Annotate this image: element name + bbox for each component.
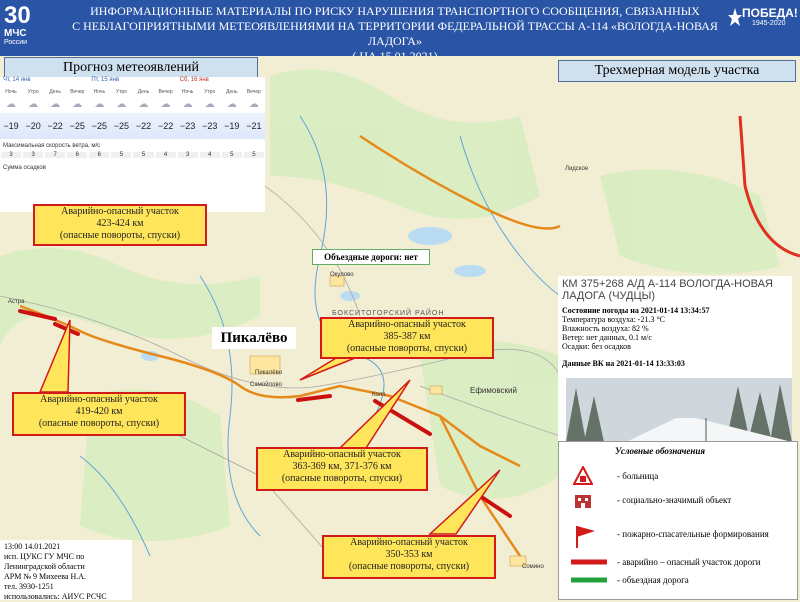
footer-line: Ленинградской области [4,562,85,571]
map-label-samoylovo: Самойлово [250,382,282,388]
callout-km: 363-369 км, 371-376 км [292,461,392,472]
victory-years: 1945-2020 [752,20,786,27]
footer-line: использовались: АИУС РСЧС [4,592,107,601]
logo-russia-text: России [4,39,28,46]
temp-value: −25 [69,121,85,131]
footer-line: исп. ЦУКС ГУ МЧС по [4,552,85,561]
weather-station-panel [558,276,792,442]
temp-value: −22 [135,121,152,131]
danger-callout-363 [256,447,428,491]
legend-row-danger [567,552,761,572]
danger-callout-350 [322,535,496,579]
legend-row-hospital [567,466,658,486]
time-label: Утро [115,89,127,95]
temp-value: −19 [224,121,240,131]
cloud-icon: ☁ [138,98,149,110]
danger-callout-419 [12,392,186,436]
cloud-icon: ☁ [204,98,215,110]
time-label: Ночь [93,89,106,95]
temp-value: −21 [246,121,262,131]
legend-detour-label: - объездная дорога [617,575,689,585]
footer-line: 13:00 14.01.2021 [4,542,61,551]
camera-data-title: Данные ВК на 2021-01-14 13:33:03 [562,359,685,368]
region-label: БОКСИТОГОРСКИЙ РАЙОН [332,310,445,317]
map-label-pikalevo-small: Пикалёво [255,370,283,376]
victory-text: ПОБЕДА! [742,6,798,20]
wind-value: 7 [45,152,65,158]
map-label-okulovo: Окулово [330,272,354,278]
callout-title: Аварийно-опасный участок [40,394,158,405]
callout-note: (опасные повороты, спуски) [38,418,160,429]
precip-label: Сумма осадков [3,165,46,171]
footer-line: АРМ № 9 Михеева Н.А. [4,572,87,581]
cloud-icon: ☁ [28,98,39,110]
map-label-kolp: Колп [372,392,386,398]
time-label: Вечер [246,89,261,95]
wind-value: 3 [1,152,21,158]
legend-row-detour [567,570,689,590]
callout-km: 350-353 км [385,549,433,560]
forecast-day: Пт, 15 янв [91,77,120,83]
building-icon [573,490,593,510]
camera-photo [566,378,792,442]
time-label: День [49,89,61,95]
legend-fire-label: - пожарно-спасательные формирования [617,529,769,539]
station-wind: Ветер: нет данных, 0.1 м/с [562,333,652,342]
legend-hospital-label: - больница [617,471,659,481]
map-label-somino: Сомино [522,564,544,570]
callout-km: 419-420 км [75,406,123,417]
callout-title: Аварийно-опасный участок [348,319,466,330]
wind-value: 3 [23,152,43,158]
time-label: Ночь [5,89,17,95]
callout-note: (опасные повороты, спуски) [346,343,468,354]
temp-value: −23 [180,121,196,131]
cloud-icon: ☁ [94,98,105,110]
hospital-icon [573,466,593,486]
cloud-icon: ☁ [160,98,171,110]
legend-title: Условные обозначения [615,446,705,456]
title-line-2: С НЕБЛАГОПРИЯТНЫМИ МЕТЕОЯВЛЕНИЯМИ НА ТЕРРИТОРИИ ФЕДЕРАЛЬНОЙ ТРАССЫ А-114 «ВОЛОГДА-НОВАЯ ЛАДОГА» [72,19,718,48]
model-heading: Трехмерная модель участка [558,60,796,82]
flag-icon [573,524,597,548]
forecast-day: Сб, 16 янв [179,77,209,83]
map-label-astra: Астра [8,299,25,305]
logo-mchs-text: МЧС [4,28,27,39]
cloud-icon: ☁ [226,98,237,110]
callout-title: Аварийно-опасный участок [61,206,179,217]
time-label: День [137,89,150,95]
station-title: КМ 375+268 А/Д А-114 ВОЛОГДА-НОВАЯ ЛАДОГА (ЧУДЦЫ) [562,278,773,302]
wind-value: 6 [67,152,87,158]
forecast-day: Чт, 14 янв [3,77,31,83]
time-label: День [226,89,238,95]
temp-value: −19 [3,121,19,131]
detour-roads-label: Объездные дороги: нет [312,249,430,265]
wind-value: 5 [111,152,131,158]
cloud-icon: ☁ [6,98,17,110]
cloud-icon: ☁ [72,98,83,110]
danger-callout-385 [320,317,494,359]
callout-note: (опасные повороты, спуски) [281,473,403,484]
wind-value: 3 [178,152,198,158]
wind-value: 6 [89,152,109,158]
temp-value: −22 [157,121,174,131]
wind-label: Максимальная скорость ветра, м/с [3,143,101,149]
cloud-icon: ☁ [116,98,127,110]
station-state-title: Состояние погоды на 2021-01-14 13:34:57 [562,306,710,315]
map-label-lidskoe: Лидское [565,166,589,172]
temp-value: −23 [202,121,218,131]
time-label: Утро [27,89,39,95]
legend-row-fire [567,524,769,544]
wind-value: 5 [244,152,264,158]
forecast-heading: Прогноз метеоявлений [4,57,258,79]
station-precip: Осадки: без осадков [562,342,631,351]
callout-title: Аварийно-опасный участок [350,537,468,548]
callout-note: (опасные повороты, спуски) [59,230,181,241]
callout-km: 423-424 км [96,218,144,229]
time-label: Вечер [70,89,85,95]
footer-info [0,540,132,600]
station-temp: Температура воздуха: -21.3 °С [562,315,665,324]
temp-value: −20 [25,121,41,131]
time-label: Вечер [158,89,173,95]
callout-title: Аварийно-опасный участок [283,449,401,460]
danger-line-icon [567,552,611,572]
title-line-1: ИНФОРМАЦИОННЫЕ МАТЕРИАЛЫ ПО РИСКУ НАРУШЕНИЯ ТРАНСПОРТНОГО СООБЩЕНИЯ, СВЯЗАННЫХ [90,4,700,18]
station-humidity: Влажность воздуха: 82 % [562,324,649,333]
temp-value: −22 [47,121,63,131]
footer-line: тел. 3930-1251 [4,582,54,591]
map-label-efimovsky: Ефимовский [470,386,517,395]
wind-value: 4 [200,152,220,158]
logo-number: 30 [4,2,31,29]
city-label-pikalevo: Пикалёво [212,327,296,349]
cloud-icon: ☁ [50,98,61,110]
cloud-icon: ☁ [248,98,259,110]
wind-value: 5 [222,152,242,158]
map-legend [558,441,798,600]
legend-social-label: - социально-значимый объект [617,495,732,505]
callout-note: (опасные повороты, спуски) [348,561,470,572]
callout-km: 385-387 км [383,331,431,342]
temp-value: −25 [113,121,130,131]
temp-value: −25 [91,121,107,131]
time-label: Ночь [181,89,194,95]
wind-value: 4 [156,152,176,158]
detour-line-icon [567,570,611,590]
legend-danger-label: - аварийно – опасный участок дороги [617,557,761,567]
cloud-icon: ☁ [182,98,193,110]
legend-row-social [567,490,731,510]
wind-value: 5 [133,152,153,158]
time-label: Утро [204,89,216,95]
